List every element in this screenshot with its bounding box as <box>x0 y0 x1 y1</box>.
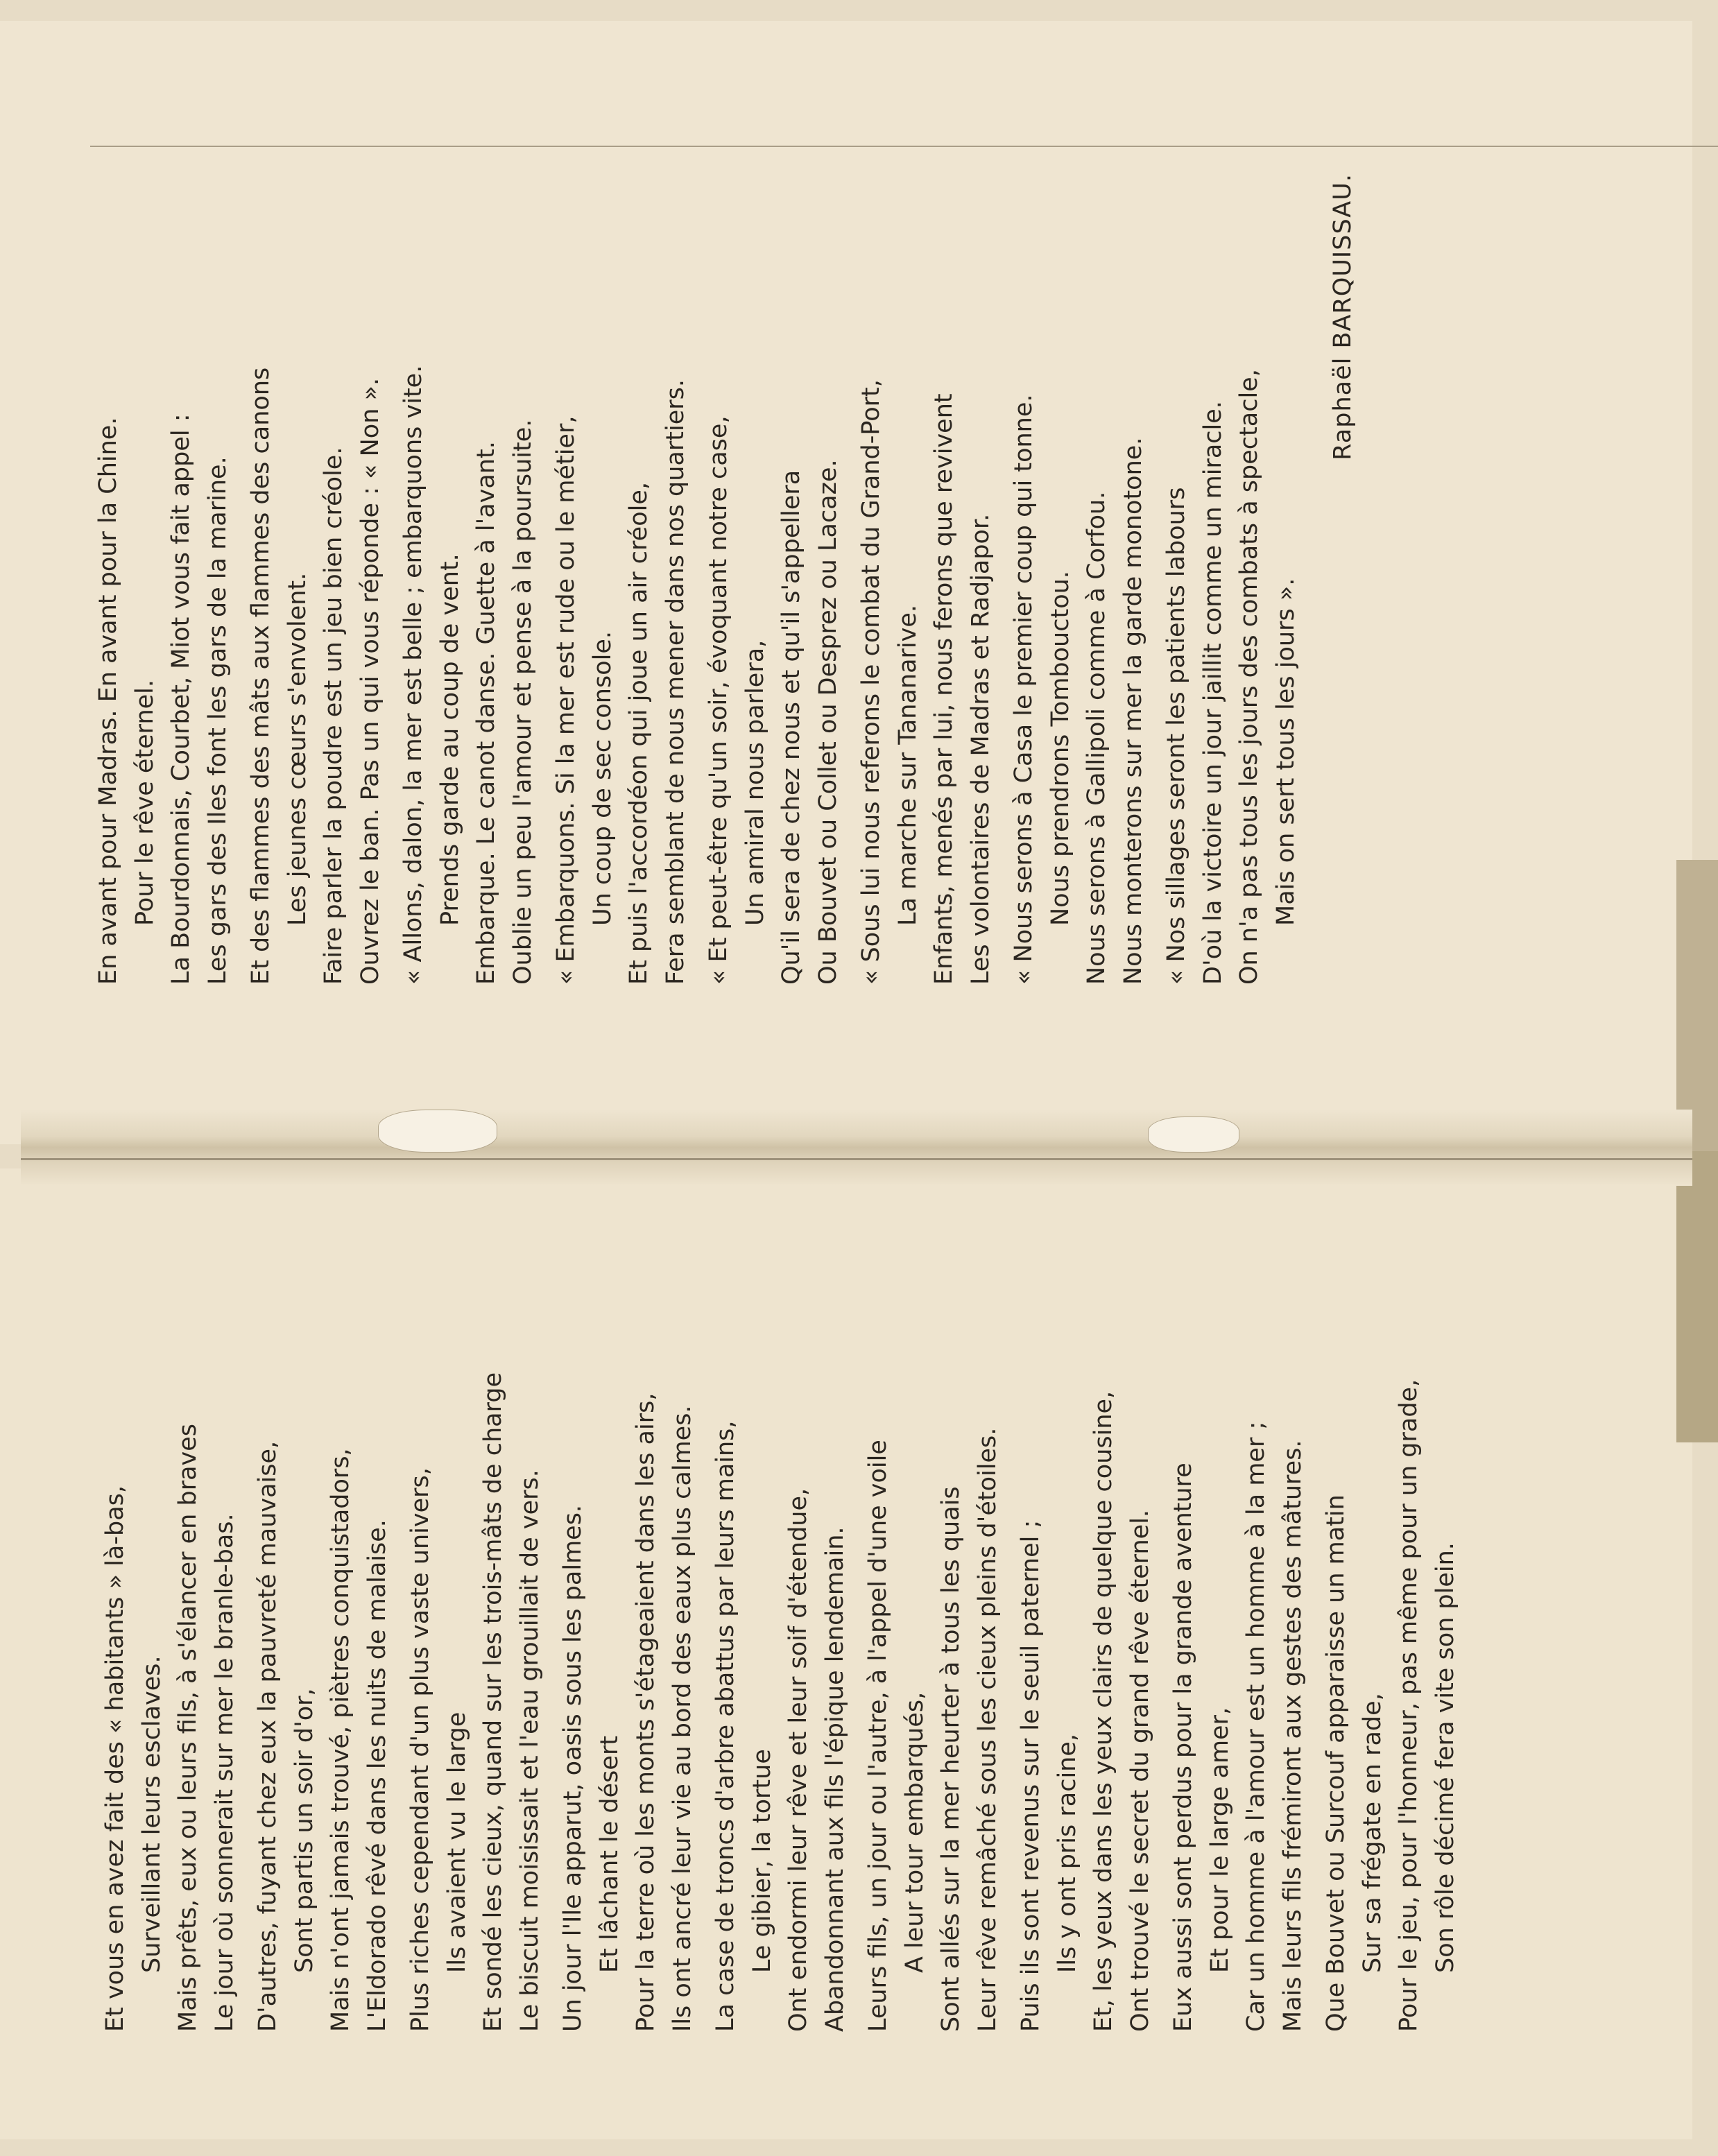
poem-line: Et lâchant le désert <box>595 1735 624 1973</box>
poem-line: Le jour où sonnerait sur mer le branle-bas. <box>210 1513 239 2032</box>
poem-line: Mais on sert tous les jours ». <box>1271 578 1300 926</box>
stanza <box>707 1172 853 2032</box>
binding-tear <box>378 1110 497 1153</box>
poem-line: Un jour l'Ile apparut, oasis sous les palmes. <box>559 1504 587 2032</box>
poem-line: Et vous en avez fait des « habitants » là-bas, <box>101 1485 129 2032</box>
poem-line: Le biscuit moisissait et l'eau grouillait de vers. <box>515 1469 544 2032</box>
poem-line: Les volontaires de Madras et Radjapor. <box>966 513 995 985</box>
poem-line: Les jeunes cœurs s'envolent. <box>283 572 311 926</box>
stanza <box>1013 1172 1158 2032</box>
stanza <box>402 1172 548 2032</box>
poem-line: Mais prêts, eux ou leurs fils, à s'élancer en braves <box>174 1423 202 2032</box>
poem-line: La Bourdonnais, Courbet, Miot vous fait appel : <box>167 413 195 985</box>
page-edge-strip <box>1676 860 1718 1151</box>
stanza <box>1318 1172 1463 2032</box>
poem-line: Ont endormi leur rêve et leur soif d'étendue, <box>784 1487 812 2032</box>
poem-line: « Sous lui nous referons le combat du Grand-Port, <box>857 379 885 985</box>
poem-line: Nous monterons sur mer la garde monotone. <box>1119 437 1147 985</box>
poem-line: La marche sur Tananarive. <box>893 604 922 926</box>
stanza <box>555 1172 701 2032</box>
stanza <box>90 132 236 985</box>
poem-line: Le gibier, la tortue <box>748 1749 776 1973</box>
poem-line: Oublie un peu l'amour et pense à la poursuite. <box>508 419 537 985</box>
poem-line: Ils y ont pris racine, <box>1053 1733 1081 1973</box>
poem-line: Mais n'ont jamais trouvé, piètres conquistadors, <box>327 1448 354 2032</box>
poem-line: Nous prendrons Tombouctou. <box>1046 571 1074 926</box>
poem-line: Que Bouvet ou Surcouf apparaisse un matin <box>1322 1494 1350 2032</box>
poem-line: Pour le rêve éternel. <box>130 679 159 926</box>
poem-line: Ils avaient vu le large <box>443 1711 471 1973</box>
poem-line: Puis ils sont revenus sur le seuil paternel ; <box>1017 1519 1045 2032</box>
poem-line: Ils ont ancré leur vie au bord des eaux plus calmes. <box>668 1405 696 2032</box>
poem-line: Faire parler la poudre est un jeu bien créole. <box>320 447 347 985</box>
gutter-crease <box>21 1158 1692 1160</box>
stanza <box>1006 132 1151 985</box>
stanza <box>701 132 846 985</box>
poem-line: Un coup de sec console. <box>588 631 617 926</box>
stanza <box>395 132 541 985</box>
poem-line: Surveillant leurs esclaves. <box>137 1655 166 1973</box>
poem-line: Son rôle décimé fera vite son plein. <box>1431 1542 1459 1973</box>
poem-line: Et puis l'accordéon qui joue un air créole, <box>625 482 653 985</box>
poem-line: D'où la victoire un jour jaillit comme un miracle. <box>1199 401 1227 985</box>
stanza <box>243 132 388 985</box>
poem-line: Sur sa frégate en rade, <box>1358 1693 1386 1973</box>
stanza <box>97 1172 243 2032</box>
poem-line: Ont trouvé le secret du grand rêve éternel. <box>1126 1509 1154 2032</box>
poem-line: Et pour le large amer, <box>1205 1707 1234 1973</box>
poem-line: Les gars des Iles font les gars de la marine. <box>203 456 232 985</box>
poem-line: Embarque. Le canot danse. Guette à l'avant. <box>472 441 500 985</box>
poem-line: « Nous serons à Casa le premier coup qui tonne. <box>1010 394 1038 985</box>
poem-line: A leur tour embarqués, <box>900 1691 929 1973</box>
stanza <box>1165 1172 1311 2032</box>
poem-line: Sont partis un soir d'or, <box>290 1688 318 1973</box>
poem-line: Un amiral nous parlera, <box>741 639 769 926</box>
poem-line: Mais leurs fils frémiront aux gestes des mâtures. <box>1278 1440 1307 2032</box>
poem-line: Nous serons à Gallipoli comme à Corfou. <box>1083 491 1110 985</box>
poem-line: Prends garde au coup de vent. <box>436 553 464 926</box>
poem-line: Car un homme à l'amour est un homme à la mer ; <box>1242 1421 1270 2032</box>
poem-line: « Embarquons. Si la mer est rude ou le métier, <box>552 415 580 985</box>
poem-line: En avant pour Madras. En avant pour la Chine. <box>94 417 122 985</box>
stanza <box>250 1172 395 2032</box>
poem-line: Et des flammes des mâts aux flammes des canons <box>247 367 275 985</box>
poem-line: « Et peut-être qu'un soir, évoquant notre case, <box>705 415 732 985</box>
author-signature: Raphaël BARQUISSAU. <box>1329 173 1357 460</box>
poem-line: Et, les yeux dans les yeux clairs de quelque cousine, <box>1090 1390 1117 2032</box>
stanza <box>853 132 999 985</box>
poem-line: Leurs fils, un jour ou l'autre, à l'appel d'une voile <box>864 1440 892 2032</box>
poem-line: Ouvrez le ban. Pas un qui vous réponde : « Non ». <box>356 377 384 985</box>
poem-line: La case de troncs d'arbre abattus par leurs mains, <box>712 1420 739 2032</box>
poem-line: Pour la terre où les monts s'étageaient dans les airs, <box>632 1392 660 2032</box>
poem-line: Abandonnant aux fils l'épique lendemain. <box>821 1526 849 2032</box>
poem-line: « Nos sillages seront les patients labours <box>1162 487 1190 985</box>
right-page-poem <box>90 132 1361 985</box>
stanza <box>548 132 694 985</box>
poem-line: Sont allés sur la mer heurter à tous les quais <box>937 1486 965 2032</box>
poem-line: Eux aussi sont perdus pour la grande aventure <box>1169 1463 1197 2032</box>
poem-line: On n'a pas tous les jours des combats à spectacle, <box>1235 369 1263 985</box>
poem-line: D'autres, fuyant chez eux la pauvreté mauvaise, <box>254 1440 282 2032</box>
page-edge-strip <box>1676 1151 1718 1442</box>
left-page-poem <box>97 1172 1470 2032</box>
poem-line: Ou Bouvet ou Collet ou Desprez ou Lacaze. <box>814 459 842 985</box>
poem-line: Plus riches cependant d'un plus vaste univers, <box>406 1467 434 2032</box>
poem-line: Qu'il sera de chez nous et qu'il s'appellera <box>778 469 805 985</box>
binding-tear <box>1148 1116 1239 1153</box>
poem-line: Pour le jeu, pour l'honneur, pas même pour un grade, <box>1395 1379 1423 2032</box>
poem-line: « Allons, dalon, la mer est belle ; embarquons vite. <box>400 365 427 985</box>
poem-line: Enfants, menés par lui, nous ferons que revivent <box>930 393 958 985</box>
poem-line: Leur rêve remâché sous les cieux pleins d'étoiles. <box>973 1427 1002 2032</box>
poem-line: Fera semblant de nous mener dans nos quartiers. <box>661 379 689 985</box>
poem-line: L'Eldorado rêvé dans les nuits de malaise. <box>363 1519 391 2032</box>
poem-line: Et sondé les cieux, quand sur les trois-mâts de charge <box>479 1372 507 2032</box>
stanza <box>860 1172 1006 2032</box>
stanza <box>1158 132 1304 985</box>
